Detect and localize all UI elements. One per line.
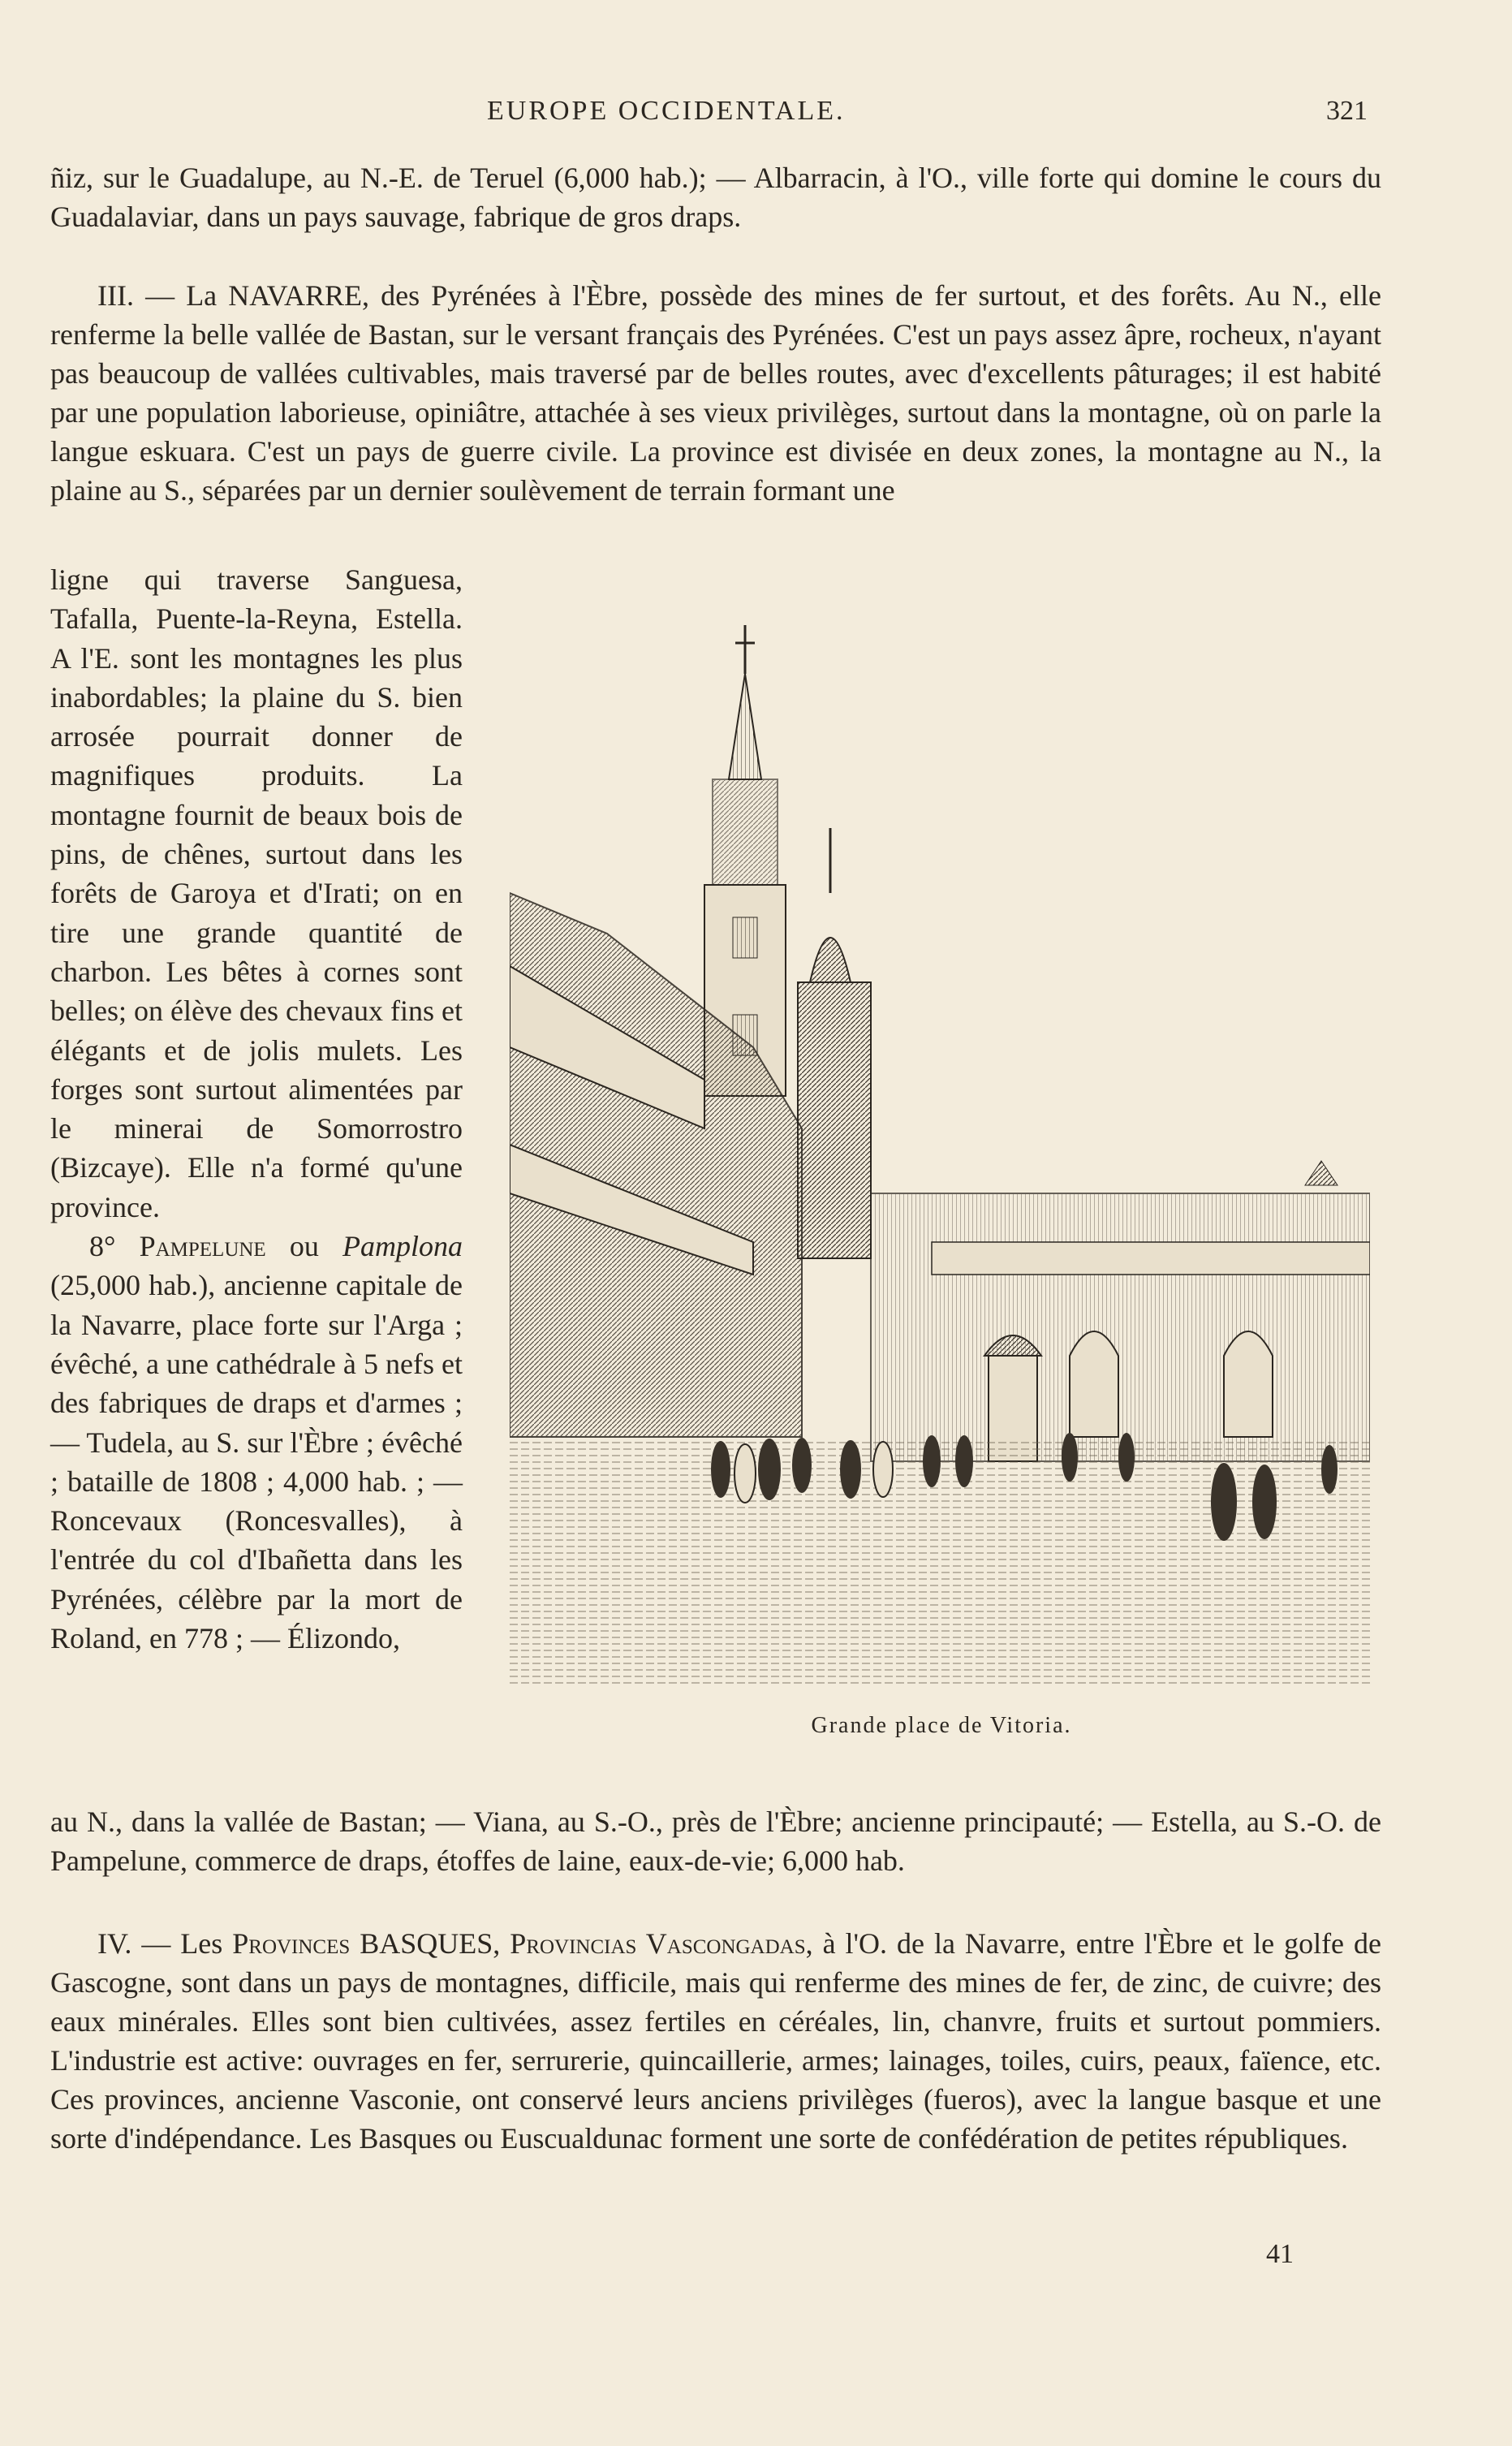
navarre-geography-text: ligne qui traverse Sanguesa, Tafalla, Puente-la-Reyna, Estella. A l'E. sont les montagnes les plus inabordables; la plaine du S. bien arrosée pourrait donner de magnifiques produits. La montagne fournit de beaux bois de pins, de chênes, surtout dans les forêts de Garoya et d'Irati; on en tire une grande quantité de charbon. Les bêtes à cornes sont belles; on élève des chevaux fins et élégants et de jolis mulets. Les forges sont surtout alimentées par le minerai de Somorrostro (Bizcaye). Elle n'a formé qu'une province. <box>50 563 463 1223</box>
left-column-text <box>50 560 463 1658</box>
page-number: 321 <box>1326 96 1368 126</box>
basque-label: BASQUES, <box>350 1927 510 1960</box>
page-header <box>49 96 1368 136</box>
pampelune-name: Pampelune <box>139 1230 266 1263</box>
figure-caption: Grande place de Vitoria. <box>811 1713 1072 1738</box>
paragraph-navarre-towns: au N., dans la vallée de Bastan; — Viana, au S.-O., près de l'Èbre; ancienne principauté; — Estella, au S.-O. de Pampelune, commerce de draps, étoffes de laine, eaux-de-vie; 6,000 hab. <box>50 1805 1381 1877</box>
paragraph-navarre-intro: III. — La NAVARRE, des Pyrénées à l'Èbre, possède des mines de fer surtout, et des forêts. Au N., elle renferme la belle vallée de Bastan, sur le versant français des Pyrénées. C'est un pays assez âpre, rocheux, n'ayant pas beaucoup de vallées cultivables, mais traversé par de belles routes, avec d'excellents pâturages; il est habité par une population laborieuse, opiniâtre, attachée à ses vieux privilèges, surtout dans la montagne, où on parle la langue eskuara. C'est un pays de guerre civile. La province est divisée en deux zones, la montagne au N., la plaine au S., séparées par un dernier soulèvement de terrain formant une <box>50 279 1381 507</box>
pamplona-name: Pamplona <box>342 1230 463 1263</box>
engraving-figure <box>510 625 1370 1697</box>
provincias-vascongadas-label: Provincias Vascongadas <box>510 1927 806 1960</box>
basque-provinces-label: Provinces <box>232 1927 351 1960</box>
signature-mark: 41 <box>1266 2239 1294 2269</box>
running-title: EUROPE OCCIDENTALE. <box>487 96 846 126</box>
pampelune-number: 8° <box>89 1230 140 1263</box>
paragraph-aragon-end: ñiz, sur le Guadalupe, au N.-E. de Teruel (6,000 hab.); — Albarracin, à l'O., ville forte qui domine le cours du Guadalaviar, dans un pays sauvage, fabrique de gros draps. <box>50 162 1381 233</box>
basque-number: IV. — Les <box>97 1927 233 1960</box>
paragraph-basque-provinces <box>50 1924 1381 2158</box>
vitoria-square-engraving <box>510 625 1370 1697</box>
pampelune-connector: ou <box>265 1230 343 1263</box>
pampelune-description: (25,000 hab.), ancienne capitale de la Navarre, place forte sur l'Arga ; évêché, a une cathédrale à 5 nefs et des fabriques de draps et d'armes ; — Tudela, au S. sur l'Èbre ; évêché ; bataille de 1808 ; 4,000 hab. ; — Roncevaux (Roncesvalles), à l'entrée du col d'Ibañetta dans les Pyrénées, célèbre par la mort de Roland, en 778 ; — Élizondo, <box>50 1269 463 1655</box>
basque-description: , à l'O. de la Navarre, entre l'Èbre et le golfe de Gascogne, sont dans un pays de montagnes, difficile, mais qui renferme des mines de fer, de zinc, de cuivre; des eaux minérales. Elles sont bien cultivées, assez fertiles en céréales, lin, chanvre, fruits et surtout pommiers. L'industrie est active: ouvrages en fer, serrurerie, quincaillerie, armes; lainages, toiles, cuirs, peaux, faïence, etc. Ces provinces, ancienne Vasconie, ont conservé leurs anciens privilèges (fueros), avec la langue basque et une sorte d'indépendance. Les Basques ou Euscualdunac forment une sorte de confédération de petites républiques. <box>50 1927 1381 2155</box>
